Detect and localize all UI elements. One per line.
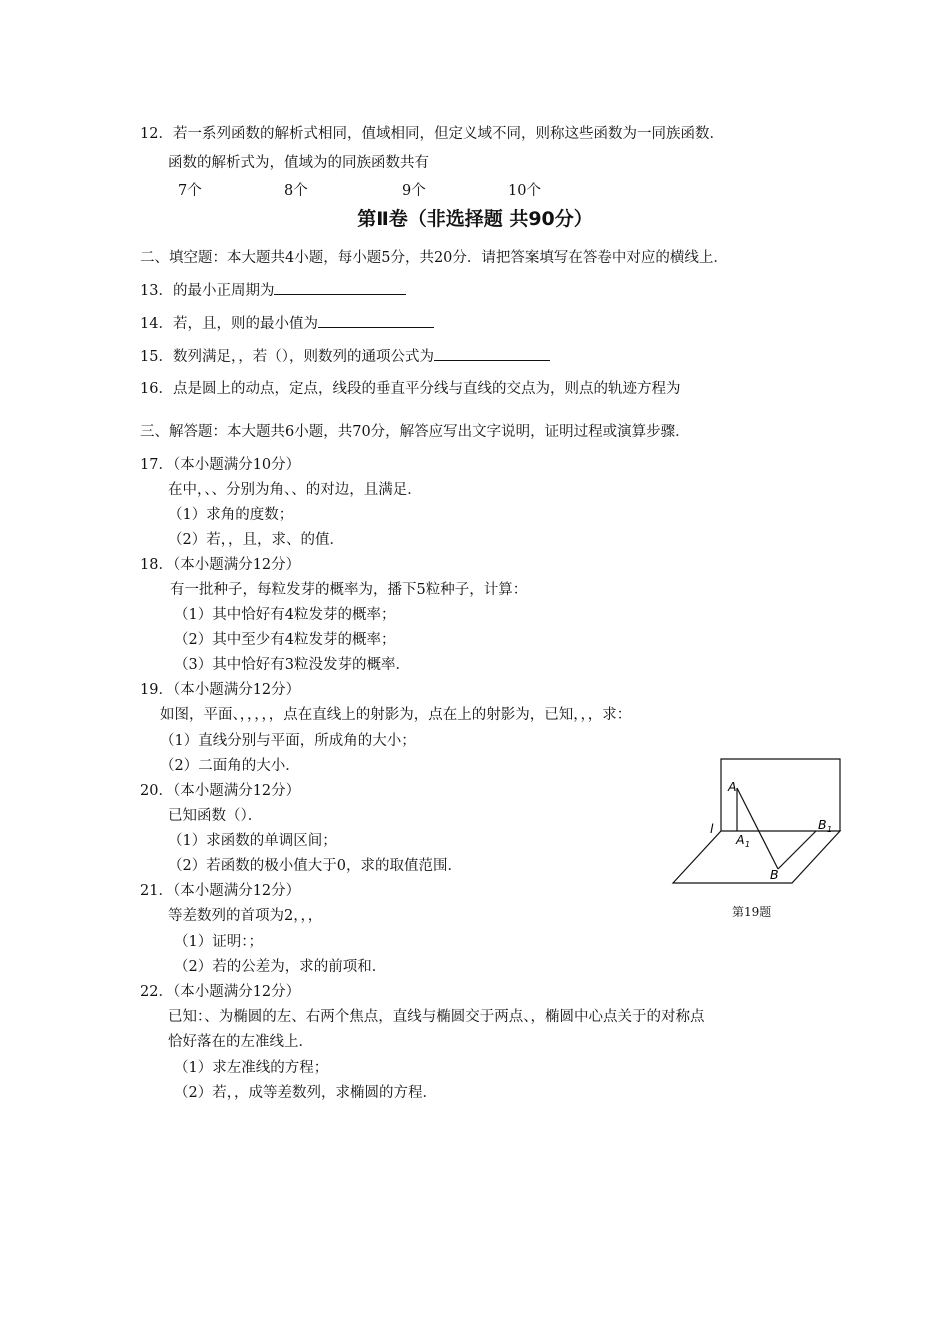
q14-text: 14．若，且，则的最小值为 [140, 316, 318, 332]
q17-line: （2）若，，且，求、的值． [168, 532, 344, 548]
q22-line: 已知：、为椭圆的左、右两个焦点，直线与椭圆交于两点、，椭圆中心点关于的对称点 [168, 1009, 705, 1025]
q18-line: （1）其中恰好有4粒发芽的概率； [174, 607, 396, 623]
q22-head: 22．（本小题满分12分） [140, 984, 301, 1000]
q15-answer-blank [434, 346, 550, 361]
q17-head: 17．（本小题满分10分） [140, 457, 301, 473]
q14 [140, 313, 434, 334]
label-a1: A [736, 832, 745, 847]
fill-intro: 二、填空题：本大题共4小题，每小题5分，共20分．请把答案填写在答卷中对应的横线上． [140, 250, 728, 266]
q17-line: 在中，、、分别为角、、的对边，且满足． [168, 482, 422, 498]
q20-line: 已知函数（）． [168, 808, 263, 824]
q20-head: 20．（本小题满分12分） [140, 783, 301, 799]
q12-option-a: 7个 [178, 183, 202, 199]
solve-intro: 三、解答题：本大题共6小题，共70分，解答应写出文字说明，证明过程或演算步骤． [140, 424, 690, 440]
q19-line: 如图，平面、，，，，，点在直线上的射影为，点在上的射影为，已知，，，求： [160, 707, 632, 723]
q15-text: 15．数列满足，，若（），则数列的通项公式为 [140, 349, 434, 365]
figure-caption: 第19题 [732, 905, 772, 919]
label-l: l [710, 821, 714, 836]
q17-line: （1）求角的度数； [168, 507, 294, 523]
q15 [140, 346, 550, 367]
q13 [140, 280, 406, 301]
q12-line2: 函数的解析式为，值域为的同族函数共有 [168, 155, 429, 171]
q12-option-c: 9个 [402, 183, 426, 199]
q19-line: （1）直线分别与平面，所成角的大小； [160, 733, 416, 749]
label-b1: B [818, 817, 827, 832]
label-a1-sub: 1 [745, 840, 751, 849]
q19-figure [668, 756, 848, 890]
horizontal-plane [673, 831, 840, 883]
q22-line: （2）若，，成等差数列，求椭圆的方程． [174, 1085, 437, 1101]
q13-text: 13．的最小正周期为 [140, 283, 275, 299]
q20-line: （1）求函数的单调区间； [168, 833, 337, 849]
label-b: B [770, 867, 779, 882]
q19-head: 19．（本小题满分12分） [140, 682, 301, 698]
label-b1-sub: 1 [827, 825, 833, 834]
q12-line1: 12．若一系列函数的解析式相同，值域相同，但定义域不同，则称这些函数为一同族函数． [140, 126, 724, 142]
q19-line: （2）二面角的大小． [160, 758, 300, 774]
q14-answer-blank [318, 313, 434, 328]
q21-head: 21．（本小题满分12分） [140, 883, 301, 899]
q20-line: （2）若函数的极小值大于0，求的取值范围． [168, 858, 462, 874]
q21-line: 等差数列的首项为2，，， [168, 908, 323, 924]
segment-a-b [737, 788, 778, 869]
section-2-title: 第Ⅱ卷（非选择题 共90分） [357, 208, 593, 230]
q22-line: 恰好落在的左准线上． [168, 1034, 313, 1050]
q12-option-b: 8个 [284, 183, 308, 199]
label-a: A [728, 779, 737, 794]
q18-line: （3）其中恰好有3粒没发芽的概率． [174, 657, 410, 673]
q16: 16．点是圆上的动点，定点，线段的垂直平分线与直线的交点为，则点的轨迹方程为 [140, 381, 681, 397]
q12-option-d: 10个 [508, 183, 541, 199]
q22-line: （1）求左准线的方程； [174, 1060, 329, 1076]
q18-head: 18．（本小题满分12分） [140, 557, 301, 573]
q21-line: （1）证明：； [174, 934, 263, 950]
q13-answer-blank [274, 280, 406, 295]
q18-line: 有一批种子，每粒发芽的概率为，播下5粒种子，计算： [170, 582, 528, 598]
q21-line: （2）若的公差为，求的前项和． [174, 959, 387, 975]
q18-line: （2）其中至少有4粒发芽的概率； [174, 632, 396, 648]
